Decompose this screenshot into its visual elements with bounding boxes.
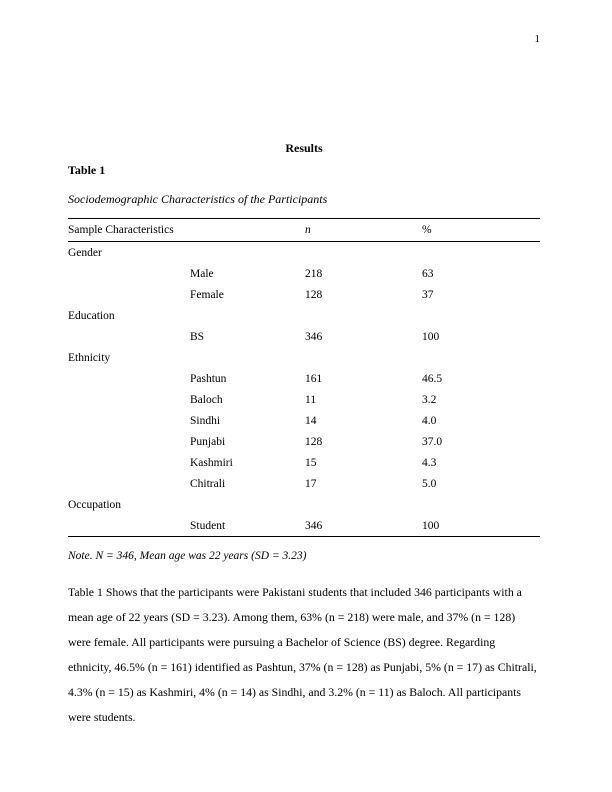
row-subcategory-label: Baloch	[190, 393, 223, 406]
column-header-sample-characteristics: Sample Characteristics	[68, 219, 190, 242]
table-row	[68, 242, 540, 264]
row-category-label: Gender	[68, 246, 102, 259]
row-category-blank	[68, 284, 190, 305]
table-row	[68, 368, 540, 389]
row-n-value: 346	[305, 515, 422, 537]
row-percent-value: 63	[422, 267, 434, 280]
row-subcategory-label: BS	[190, 330, 205, 343]
row-percent-value	[422, 242, 540, 264]
table-title: Sociodemographic Characteristics of the Participants	[68, 192, 328, 206]
row-subcategory-label: Kashmiri	[190, 456, 233, 469]
row-n-value: 15	[305, 456, 317, 469]
row-n-value	[305, 494, 422, 515]
table-row	[68, 515, 540, 537]
row-category-blank	[68, 515, 190, 537]
row-category-label: Occupation	[68, 498, 122, 511]
row-subcategory-label	[190, 494, 305, 515]
table-body	[68, 242, 540, 537]
row-category-blank	[68, 452, 190, 473]
table-row	[68, 284, 540, 305]
row-percent-value: 100	[422, 330, 440, 343]
column-header-percent: %	[422, 219, 540, 242]
row-category-blank	[68, 389, 190, 410]
sociodemographic-table	[68, 218, 540, 537]
page-number: 1	[534, 33, 540, 45]
row-n-value: 128	[305, 435, 323, 448]
table-row	[68, 452, 540, 473]
row-percent-value: 37.0	[422, 435, 443, 448]
row-category-blank	[68, 263, 190, 284]
row-category-blank	[68, 431, 190, 452]
row-n-value: 128	[305, 288, 323, 301]
row-subcategory-label: Female	[190, 288, 224, 301]
row-subcategory-label: Chitrali	[190, 477, 226, 490]
row-subcategory-label	[190, 305, 305, 326]
row-n-value: 218	[305, 267, 323, 280]
row-subcategory-label: Male	[190, 267, 214, 280]
row-n-value	[305, 305, 422, 326]
row-category-label: Education	[68, 309, 115, 322]
section-heading-results: Results	[285, 141, 323, 155]
body-paragraph: Table 1 Shows that the participants were Pakistani students that included 346 participants with a mean age of 22 years (SD = 3.23). Among them, 63% (n = 218) were male, and 37% (n = 128) were female. All participants were pursuing a Bachelor of Science (BS) degree. Regarding ethnicity, 46.5% (n = 161) identified as Pashtun, 37% (n = 128) as Punjabi, 5% (n = 17) as Chitrali, 4.3% (n = 15) as Kashmiri, 4% (n = 14) as Sindhi, and 3.2% (n = 11) as Baloch. All participants were students.	[68, 585, 537, 724]
table-header-row	[68, 219, 540, 242]
table-label: Table 1	[68, 163, 106, 177]
row-n-value	[305, 242, 422, 264]
table-row	[68, 473, 540, 494]
row-n-value: 14	[305, 414, 317, 427]
row-category-blank	[68, 473, 190, 494]
row-n-value: 161	[305, 372, 323, 385]
row-percent-value: 4.0	[422, 414, 437, 427]
column-header-spacer	[190, 219, 305, 242]
row-n-value: 11	[305, 393, 317, 406]
table-row	[68, 305, 540, 326]
row-category-blank	[68, 326, 190, 347]
row-subcategory-label: Pashtun	[190, 372, 227, 385]
row-percent-value: 3.2	[422, 393, 437, 406]
row-subcategory-label: Sindhi	[190, 414, 221, 427]
table-row	[68, 347, 540, 368]
table-row	[68, 389, 540, 410]
row-category-blank	[68, 410, 190, 431]
row-percent-value	[422, 494, 540, 515]
row-subcategory-label	[190, 347, 305, 368]
row-n-value: 346	[305, 330, 323, 343]
table-header	[68, 219, 540, 242]
column-header-n: n	[305, 219, 422, 242]
row-percent-value: 46.5	[422, 372, 443, 385]
row-percent-value: 5.0	[422, 477, 437, 490]
row-subcategory-label: Student	[190, 515, 305, 537]
row-n-value: 17	[305, 477, 317, 490]
row-category-blank	[68, 368, 190, 389]
table-element	[68, 218, 540, 537]
row-percent-value: 4.3	[422, 456, 437, 469]
row-category-label: Ethnicity	[68, 351, 111, 364]
table-row	[68, 410, 540, 431]
table-row	[68, 431, 540, 452]
row-percent-value: 37	[422, 288, 434, 301]
row-percent-value: 100	[422, 515, 540, 537]
table-row	[68, 263, 540, 284]
table-note: Note. N = 346, Mean age was 22 years (SD = 3.23)	[68, 550, 307, 562]
table-row	[68, 494, 540, 515]
row-subcategory-label	[190, 242, 305, 264]
row-percent-value	[422, 347, 540, 368]
table-row	[68, 326, 540, 347]
row-subcategory-label: Punjabi	[190, 435, 226, 448]
row-n-value	[305, 347, 422, 368]
row-percent-value	[422, 305, 540, 326]
